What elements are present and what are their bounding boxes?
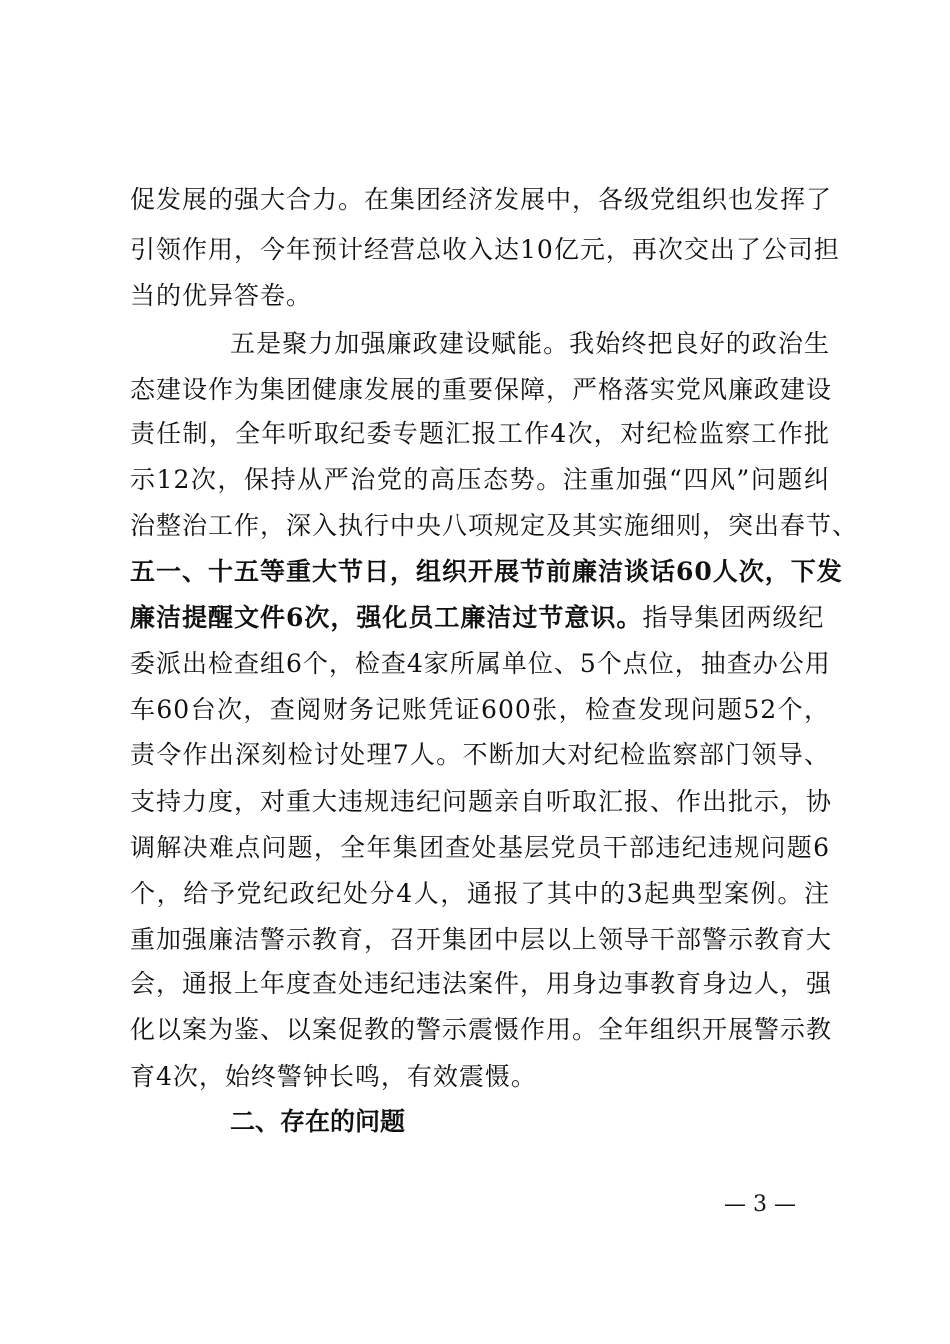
text-line: 五是聚力加强廉政建设赋能。我始终把良好的政治生 [230,329,830,358]
page-number: — 3 — [724,1192,796,1217]
text-line: 责令作出深刻检讨处理7人。不断加大对纪检监察部门领导、 [130,740,830,769]
mixed-text-line [130,596,830,640]
text-line: 示12次，保持从严治党的高压态势。注重加强“四风”问题纠 [130,465,830,494]
text-line: 引领作用，今年预计经营总收入达10亿元，再次交出了公司担 [130,235,840,264]
text-line: 当的优异答卷。 [130,281,313,310]
bold-text-line: 五一、十五等重大节日，组织开展节前廉洁谈话60人次，下发 [130,557,843,586]
text-line: 个，给予党纪政纪处分4人，通报了其中的3起典型案例。注 [130,879,830,908]
text-line: 调解决难点问题，全年集团查处基层党员干部违纪违规问题6 [130,833,830,862]
text-line: 责任制，全年听取纪委专题汇报工作4次，对纪检监察工作批 [130,419,830,448]
text-line: 促发展的强大合力。在集团经济发展中，各级党组织也发挥了 [130,185,833,214]
text-line: 车60台次，查阅财务记账凭证600张，检查发现问题52个， [130,695,830,724]
bold-text-segment: 廉洁提醒文件6次，强化员工廉洁过节意识。 [130,603,643,632]
text-line: 支持力度，对重大违规违纪问题亲自听取汇报、作出批示，协 [130,787,833,816]
text-line: 重加强廉洁警示教育，召开集团中层以上领导干部警示教育大 [130,925,833,954]
text-line: 育4次，始终警钟长鸣，有效震慑。 [130,1062,537,1091]
text-line: 治整治工作，深入执行中央八项规定及其实施细则，突出春节、 [130,511,859,540]
text-segment: 指导集团两级纪 [642,603,825,632]
text-line: 化以案为鉴、以案促教的警示震慑作用。全年组织开展警示教 [130,1015,833,1044]
text-line: 委派出检查组6个，检查4家所属单位、5个点位，抽查办公用 [130,649,831,678]
text-line: 态建设作为集团健康发展的重要保障，严格落实党风廉政建设 [130,375,833,404]
section-heading: 二、存在的问题 [230,1107,406,1136]
text-line: 会，通报上年度查处违纪违法案件，用身边事教育身边人，强 [130,969,833,998]
